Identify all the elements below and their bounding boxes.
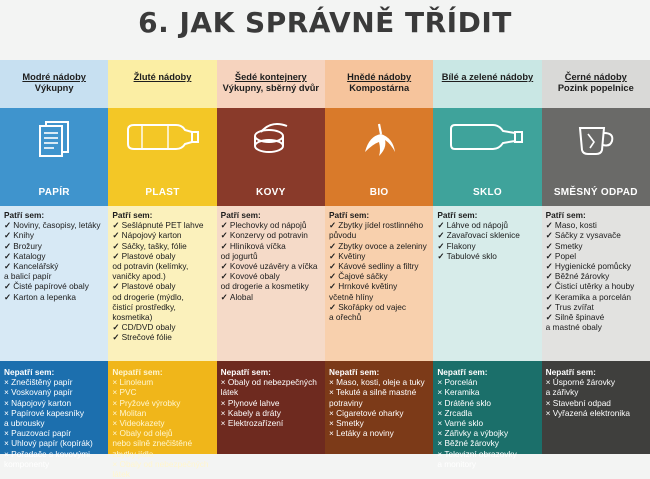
- collection-point: Výkupny: [34, 83, 74, 93]
- list-item: ✓ Brožury: [4, 241, 105, 251]
- forbidden-heading: Nepatří sem:: [4, 367, 55, 377]
- list-item: × Varné sklo: [437, 418, 538, 428]
- container-type: Šedé kontejnery: [234, 72, 307, 82]
- list-item: × Linoleum: [112, 377, 213, 387]
- cup-icon: [574, 120, 618, 158]
- column-bio: [325, 60, 433, 454]
- list-item: × Kabely a dráty: [221, 408, 322, 418]
- list-item: ✓ Katalogy: [4, 251, 105, 261]
- forbidden-list: [546, 377, 647, 418]
- list-item: × Zrcadla: [437, 408, 538, 418]
- collection-point: Kompostárna: [349, 83, 410, 93]
- list-item: × Molitan: [112, 408, 213, 418]
- allowed-list: [112, 220, 213, 342]
- list-item: × Tekuté a silně mastné potraviny: [329, 387, 430, 407]
- category-name: PAPÍR: [38, 187, 70, 198]
- list-item: ✓ Nápojový karton: [112, 230, 213, 240]
- list-item: ✓ Plastové obaly od potravin (kelímky, vaničky apod.): [112, 251, 213, 282]
- allowed-list: [546, 220, 647, 332]
- list-item: × Elektrozařízení: [221, 418, 322, 428]
- category-name: SKLO: [472, 187, 502, 198]
- allowed-section: [433, 206, 541, 361]
- list-item: × Zářivky a výbojky: [437, 428, 538, 438]
- column-header: [108, 60, 216, 108]
- page-title: 6. JAK SPRÁVNĚ TŘÍDIT: [138, 6, 512, 39]
- column-header: [433, 60, 541, 108]
- allowed-section: [325, 206, 433, 361]
- forbidden-list: [437, 377, 538, 469]
- list-item: × Videokazety: [112, 418, 213, 428]
- list-item: × Běžné žárovky: [437, 438, 538, 448]
- allowed-list: [437, 220, 538, 261]
- list-item: ✓ Knihy: [4, 230, 105, 240]
- allowed-list: [221, 220, 322, 302]
- category-banner: [108, 108, 216, 206]
- category-banner: [0, 108, 108, 206]
- forbidden-heading: Nepatří sem:: [545, 367, 596, 377]
- list-item: × Papírové kapesníky a ubrousky: [4, 408, 105, 428]
- plastic-bottle-icon: [122, 120, 202, 154]
- list-item: × Stavební odpad: [546, 398, 647, 408]
- container-type: Hnědé nádoby: [347, 72, 412, 82]
- glass-bottle-icon: [447, 120, 527, 154]
- forbidden-heading: Nepatří sem:: [220, 367, 271, 377]
- forbidden-section: [433, 361, 541, 469]
- paper-document-icon: [37, 120, 71, 158]
- list-item: ✓ Noviny, časopisy, letáky: [4, 220, 105, 230]
- column-paper: [0, 60, 108, 469]
- list-item: × Obaly od nebezpečných látek: [221, 377, 322, 397]
- list-item: ✓ Hygienické pomůcky: [546, 261, 647, 271]
- category-banner: [433, 108, 541, 206]
- list-item: ✓ Běžné žárovky: [546, 271, 647, 281]
- container-type: Modré nádoby: [22, 72, 86, 82]
- column-glass: [433, 60, 541, 469]
- list-item: ✓ CD/DVD obaly: [112, 322, 213, 332]
- list-item: ✓ Plastové obaly od drogerie (mýdlo, čisticí prostředky, kosmetika): [112, 281, 213, 322]
- allowed-heading: Patří sem:: [545, 210, 586, 220]
- list-item: ✓ Zbytky jídel rostlinného původu: [329, 220, 430, 240]
- allowed-heading: Patří sem:: [437, 210, 478, 220]
- list-item: ✓ Kancelářský a balicí papír: [4, 261, 105, 281]
- column-plastic: [108, 60, 216, 479]
- forbidden-heading: Nepatří sem:: [328, 367, 380, 377]
- list-item: × Vyřazená elektronika: [546, 408, 647, 418]
- list-item: ✓ Sáčky z vysavače: [546, 230, 647, 240]
- list-item: × Plynové lahve: [221, 398, 322, 408]
- forbidden-section: [217, 361, 325, 454]
- list-item: × Televizní obrazovky a monitory: [437, 449, 538, 469]
- list-item: ✓ Květiny: [329, 251, 430, 261]
- forbidden-section: [325, 361, 433, 454]
- list-item: ✓ Smetky: [546, 241, 647, 251]
- list-item: ✓ Plechovky od nápojů: [221, 220, 322, 230]
- list-item: ✓ Zavařovací sklenice: [437, 230, 538, 240]
- allowed-heading: Patří sem:: [220, 210, 261, 220]
- category-name: PLAST: [145, 187, 180, 198]
- list-item: × Smetky: [329, 418, 430, 428]
- forbidden-section: [0, 361, 108, 469]
- forbidden-section: [108, 361, 216, 479]
- allowed-heading: Patří sem:: [328, 210, 370, 220]
- list-item: ✓ Zbytky ovoce a zeleniny: [329, 241, 430, 251]
- list-item: ✓ Láhve od nápojů: [437, 220, 538, 230]
- list-item: × Porcelán: [437, 377, 538, 387]
- list-item: × Maso, kosti, oleje a tuky: [329, 377, 430, 387]
- list-item: × Cigaretové oharky: [329, 408, 430, 418]
- collection-point: Výkupny, sběrný dvůr: [222, 83, 320, 93]
- metal-can-icon: [251, 120, 291, 158]
- list-item: ✓ Čisticí utěrky a houby: [546, 281, 647, 291]
- category-name: KOVY: [256, 187, 286, 198]
- list-item: ✓ Sáčky, tašky, fólie: [112, 241, 213, 251]
- category-banner: [325, 108, 433, 206]
- list-item: × Nápojový karton: [4, 398, 105, 408]
- category-banner: [542, 108, 650, 206]
- allowed-section: [217, 206, 325, 361]
- list-item: ✓ Kávové sedliny a filtry: [329, 261, 430, 271]
- list-item: × Pryžové výrobky: [112, 398, 213, 408]
- forbidden-list: [329, 377, 430, 438]
- allowed-section: [108, 206, 216, 361]
- list-item: ✓ Kovové obaly od drogerie a kosmetiky: [221, 271, 322, 291]
- list-item: ✓ Flakony: [437, 241, 538, 251]
- forbidden-heading: Nepatří sem:: [112, 367, 163, 377]
- allowed-section: [542, 206, 650, 361]
- list-item: ✓ Silně špinavé a mastné obaly: [546, 312, 647, 332]
- list-item: ✓ Popel: [546, 251, 647, 261]
- list-item: ✓ Sešlápnuté PET lahve: [112, 220, 213, 230]
- banana-peel-icon: [359, 120, 399, 158]
- column-header: [325, 60, 433, 108]
- list-item: ✓ Strečové fólie: [112, 332, 213, 342]
- allowed-heading: Patří sem:: [4, 210, 45, 220]
- category-name: BIO: [369, 187, 389, 198]
- list-item: × Voskovaný papír: [4, 387, 105, 397]
- allowed-section: [0, 206, 108, 361]
- column-header: [542, 60, 650, 108]
- forbidden-section: [542, 361, 650, 454]
- list-item: × Drátěné sklo: [437, 398, 538, 408]
- column-metals: [217, 60, 325, 454]
- list-item: ✓ Keramika a porcelán: [546, 292, 647, 302]
- list-item: × Obaly od nebezpečných látek: [112, 459, 213, 479]
- container-type: Žluté nádoby: [133, 72, 192, 82]
- list-item: × Letáky a noviny: [329, 428, 430, 438]
- list-item: ✓ Karton a lepenka: [4, 292, 105, 302]
- allowed-heading: Patří sem:: [112, 210, 153, 220]
- list-item: ✓ Hliníková víčka od jogurtů: [221, 241, 322, 261]
- column-header: [217, 60, 325, 108]
- forbidden-list: [221, 377, 322, 428]
- list-item: ✓ Čisté papírové obaly: [4, 281, 105, 291]
- allowed-list: [329, 220, 430, 322]
- list-item: × Pauzovací papír: [4, 428, 105, 438]
- list-item: × PVC: [112, 387, 213, 397]
- list-item: ✓ Trus zvířat: [546, 302, 647, 312]
- list-item: ✓ Hrnkové květiny včetně hlíny: [329, 281, 430, 301]
- column-header: [0, 60, 108, 108]
- container-type: Bílé a zelené nádoby: [441, 72, 534, 82]
- list-item: ✓ Skořápky od vajec a ořechů: [329, 302, 430, 322]
- sorting-columns: [0, 60, 650, 479]
- list-item: × Uhlový papír (kopírák): [4, 438, 105, 448]
- list-item: ✓ Maso, kosti: [546, 220, 647, 230]
- list-item: × Pořadače s kovovými komponenty: [4, 449, 105, 469]
- list-item: × Obaly od olejů nebo silně znečištěné zbytky jídla: [112, 428, 213, 459]
- forbidden-list: [112, 377, 213, 479]
- list-item: ✓ Konzervy od potravin: [221, 230, 322, 240]
- list-item: ✓ Čajové sáčky: [329, 271, 430, 281]
- category-banner: [217, 108, 325, 206]
- list-item: × Keramika: [437, 387, 538, 397]
- allowed-list: [4, 220, 105, 302]
- column-mixed-waste: [542, 60, 650, 454]
- collection-point: Pozink popelnice: [557, 83, 634, 93]
- forbidden-heading: Nepatří sem:: [437, 367, 488, 377]
- container-type: Černé nádoby: [564, 72, 627, 82]
- list-item: ✓ Tabulové sklo: [437, 251, 538, 261]
- category-name: SMĚSNÝ ODPAD: [553, 187, 638, 198]
- list-item: × Znečištěný papír: [4, 377, 105, 387]
- list-item: × Úsporné žárovky a zářivky: [546, 377, 647, 397]
- forbidden-list: [4, 377, 105, 469]
- list-item: ✓ Alobal: [221, 292, 322, 302]
- list-item: ✓ Kovové uzávěry a víčka: [221, 261, 322, 271]
